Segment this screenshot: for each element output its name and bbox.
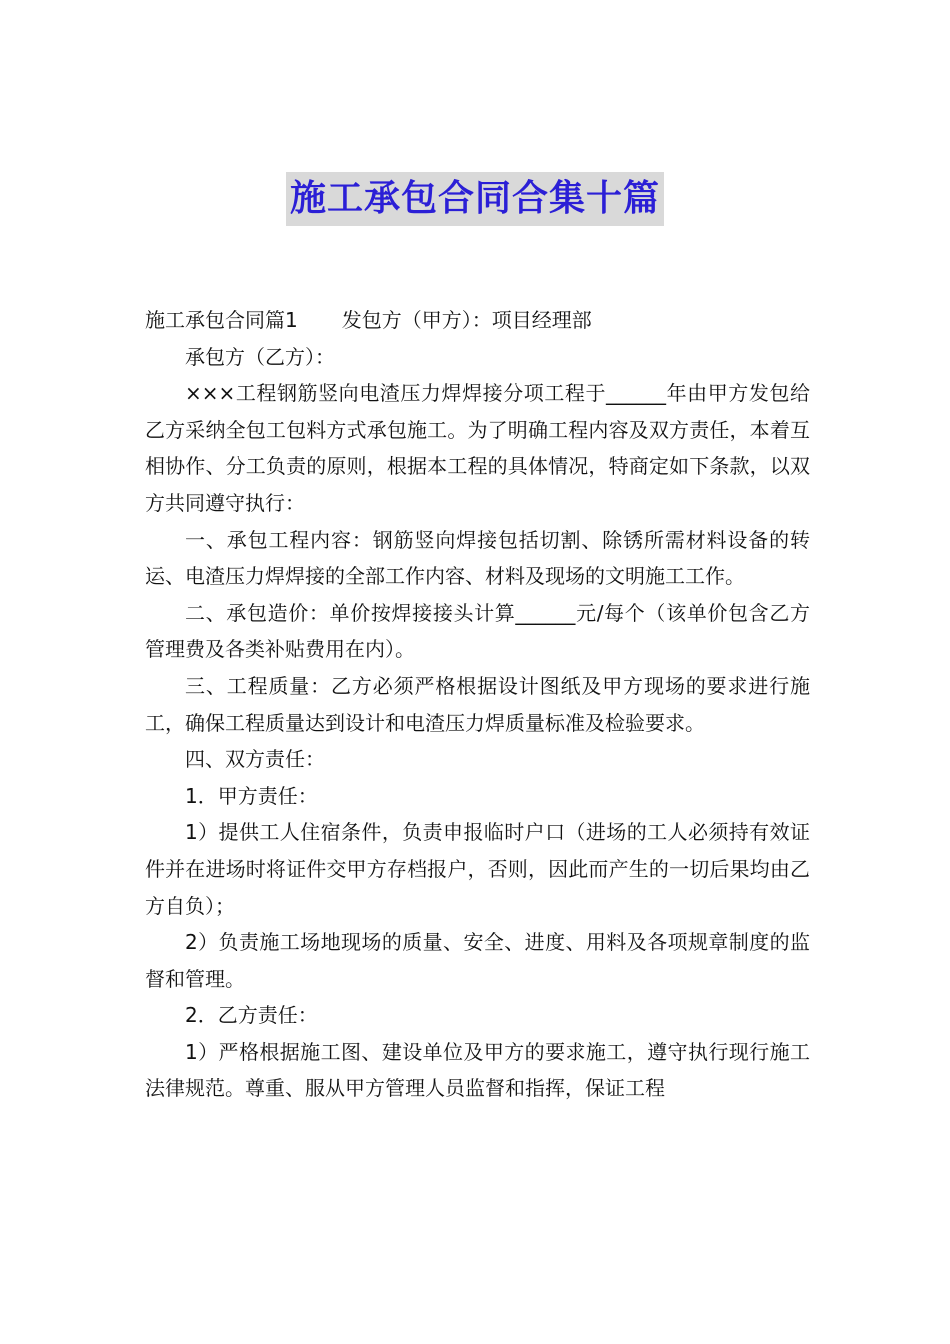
party-a-line: 发包方（甲方）：项目经理部 xyxy=(341,308,592,332)
paragraph-quality: 三、工程质量：乙方必须严格根据设计图纸及甲方现场的要求进行施工，确保工程质量达到设计和电渣压力焊质量标准及检验要求。 xyxy=(145,673,810,735)
paragraph-scope: 一、承包工程内容：钢筋竖向焊接包括切割、除锈所需材料设备的转运、电渣压力焊焊接的全部工作内容、材料及现场的文明施工工作。 xyxy=(145,527,810,589)
lead-line xyxy=(145,302,810,339)
contract-heading: 施工承包合同篇1 xyxy=(145,308,298,332)
paragraph-price: 二、承包造价：单价按焊接接头计算______元/每个（该单价包含乙方管理费及各类补贴费用在内）。 xyxy=(145,600,810,662)
document-title xyxy=(0,172,950,233)
paragraph-duty-a1: 1）提供工人住宿条件，负责申报临时户口（进场的工人必须持有效证件并在进场时将证件交甲方存档报户，否则，因此而产生的一切后果均由乙方自负）； xyxy=(145,820,810,918)
paragraph-responsibilities: 四、双方责任： xyxy=(185,747,325,772)
document-body xyxy=(145,302,810,1107)
paragraph-intro: ×××工程钢筋竖向电渣压力焊焊接分项工程于______年由甲方发包给乙方采纳全包工包料方式承包施工。为了明确工程内容及双方责任，本着互相协作、分工负责的原则，根据本工程的具体情况，特商定如下条款，以双方共同遵守执行： xyxy=(145,381,810,515)
paragraph-party-a-duties: 1．甲方责任： xyxy=(185,783,318,808)
paragraph-duty-a2: 2）负责施工场地现场的质量、安全、进度、用料及各项规章制度的监督和管理。 xyxy=(145,930,810,991)
document-title-text: 施工承包合同合集十篇 xyxy=(286,172,664,226)
paragraph-duty-b1: 1）严格根据施工图、建设单位及甲方的要求施工，遵守执行现行施工法律规范。尊重、服从甲方管理人员监督和指挥，保证工程 xyxy=(145,1039,810,1101)
paragraph-party-b-duties: 2．乙方责任： xyxy=(185,1003,318,1028)
paragraph-party-b: 承包方（乙方）： xyxy=(185,344,335,369)
